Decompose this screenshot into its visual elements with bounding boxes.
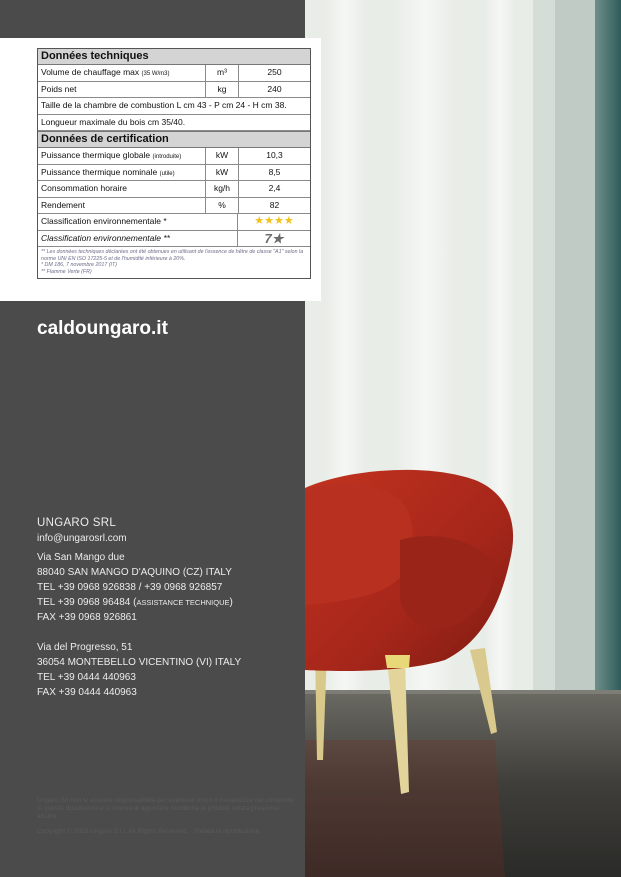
table-row: Puissance thermique globale (introduite) kW 10,3 [38,148,310,165]
address1-tel: TEL +39 0968 926838 / +39 0968 926857 [37,582,223,593]
armchair-illustration [305,0,621,877]
table-row [38,115,310,132]
email-link[interactable]: info@ungarosrl.com [37,533,127,544]
table-row: Poids net kg 240 [38,82,310,99]
copyright: Copyright © 2022 Ungaro S.r.l. All Rights Reserved. - Vietata la riproduzione [37,828,260,835]
technical-data-table [37,48,311,279]
website-link[interactable]: caldoungaro.it [37,318,168,339]
company-name: UNGARO SRL [37,517,117,529]
technical-data-card [0,38,321,301]
certification-section-title: Données de certification [38,131,310,148]
address2-tel: TEL +39 0444 440963 [37,672,136,683]
log-length: Longueur maximale du bois cm 35/40. [41,116,186,127]
address1-tel-assist: TEL +39 0968 96484 (ASSISTANCE TECHNIQUE) [37,597,233,608]
combustion-chamber-size: Taille de la chambre de combustion L cm 43 - P cm 24 - H cm 38. [41,100,287,110]
technical-section-title: Données techniques [38,49,310,65]
address1-street: Via San Mango due [37,552,125,563]
address2-city: 36054 MONTEBELLO VICENTINO (VI) ITALY [37,657,242,668]
table-row: Volume de chauffage max (35 W/m3) m³ 250 [38,65,310,82]
table-row: Puissance thermique nominale (utile) kW 8,5 [38,165,310,182]
address2-street: Via del Progresso, 51 [37,642,133,653]
flamme-verte-rating: 7★ [264,230,284,246]
table-row: Classification environnementale * ★★★★ [38,214,310,231]
contact-block [37,516,241,700]
address1-city: 88040 SAN MANGO D'AQUINO (CZ) ITALY [37,567,232,578]
star-rating-icon: ★★★★ [254,215,294,227]
table-notes: ** Les données techniques déclarées ont été obtenues en utilisant de l'essence de hêtre de classe "A1" selon la norme UNI EN ISO 17225-5 et de l'humidité inférieure à 20%. * DM 186, 7 novembre 2017 (IT) ** Flamme Verte (FR) [41,249,304,275]
table-row: Classification environnementale ** 7★ [38,231,310,248]
table-row: Rendement % 82 [38,198,310,215]
table-row [38,98,310,115]
armchair-photo [305,0,621,877]
address1-fax: FAX +39 0968 926861 [37,612,137,623]
table-row: Consommation horaire kg/h 2,4 [38,181,310,198]
disclaimer: Ungaro Srl non si assume responsabilità per eventuali errori o inesattezze nel contenuto di questo documento e si riserva di apportare modifiche ai prodotti senza preavviso alcuno. [37,797,295,820]
address2-fax: FAX +39 0444 440963 [37,687,137,698]
